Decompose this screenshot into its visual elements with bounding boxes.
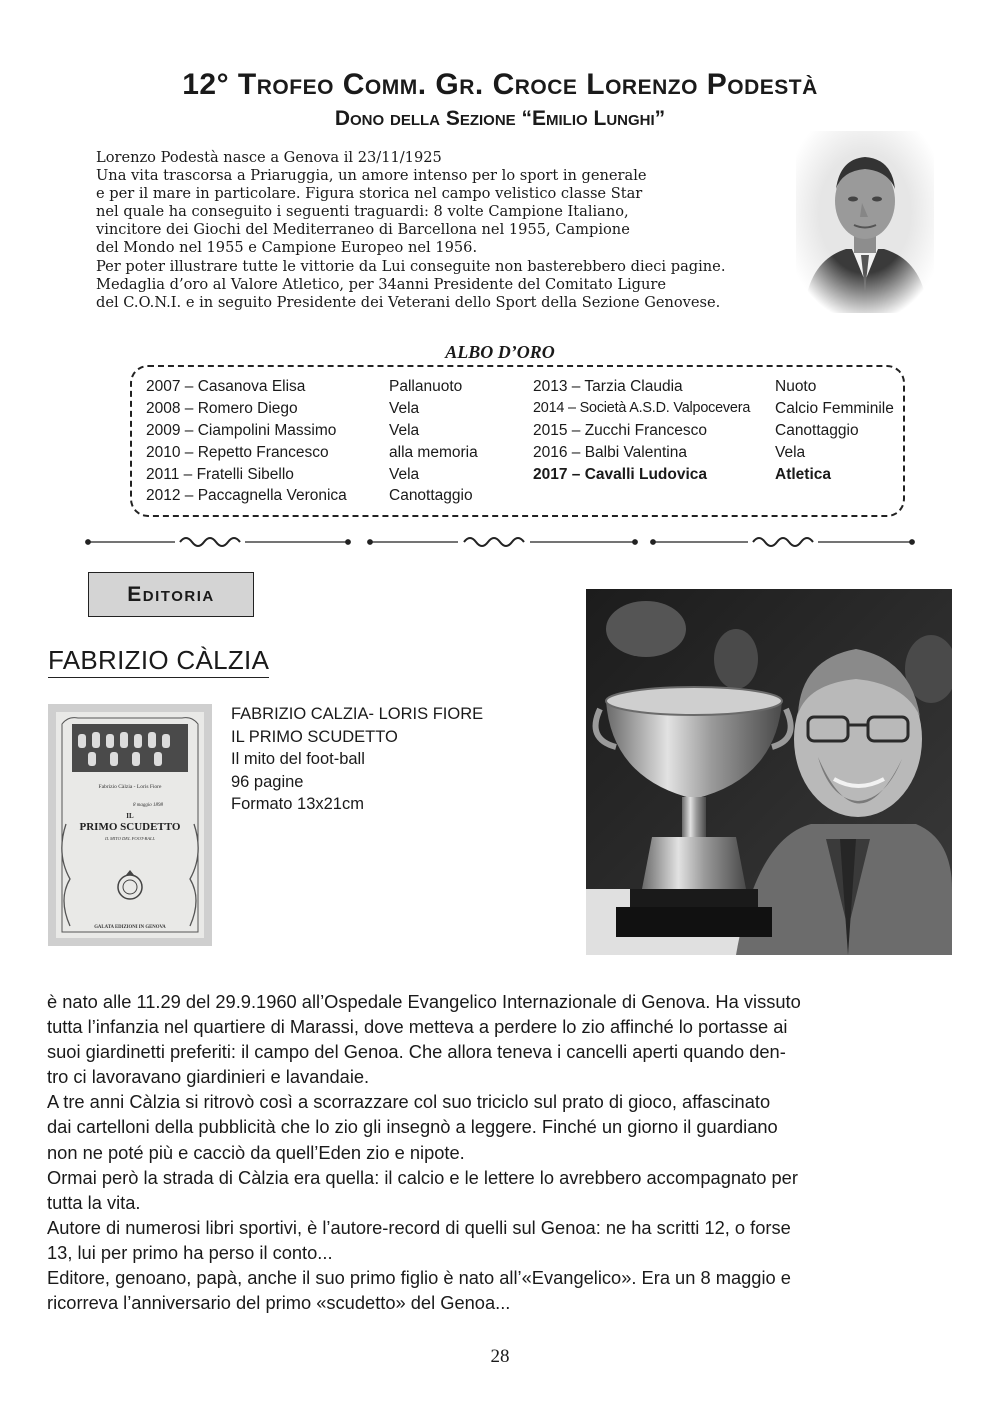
article-line: tutta l’infanzia nel quartiere di Marassi, dove metteva a perdere lo zio affinché lo portasse ai	[47, 1016, 788, 1038]
book-info-line: 96 pagine	[231, 772, 304, 791]
page-subtitle: Dono della Sezione “Emilio Lunghi”	[334, 107, 666, 130]
ornamental-divider	[80, 530, 920, 554]
book-info-line: Formato 13x21cm	[231, 795, 364, 814]
bio-paragraph	[96, 149, 776, 312]
bio-line: nel quale ha conseguito i seguenti traguardi: 8 volte Campione Italiano,	[96, 203, 629, 221]
cover-subtitle: IL MITO DEL FOOT-BALL	[104, 836, 156, 841]
book-info-line: FABRIZIO CALZIA- LORIS FIORE	[231, 705, 484, 723]
bio-line: del C.O.N.I. e in seguito Presidente dei Veterani dello Sport della Sezione Genovese.	[96, 293, 721, 311]
albo-sport: Vela	[389, 465, 420, 483]
book-info	[231, 703, 483, 816]
albo-sport: Calcio Femminile	[775, 399, 894, 417]
albo-right-sports	[775, 376, 894, 485]
albo-winner: 2007 – Casanova Elisa	[146, 378, 306, 395]
albo-winner: 2011 – Fratelli Sibello	[146, 465, 294, 483]
book-cover-image	[48, 704, 212, 946]
article-line: suoi giardinetti preferiti: il campo del Genoa. Che allora teneva i cancelli aperti quando den-	[47, 1041, 786, 1063]
author-heading: FABRIZIO CÀLZIA	[48, 645, 269, 678]
albo-sport: alla memoria	[389, 443, 478, 461]
article-line: 13, lui per primo ha perso il conto...	[47, 1241, 333, 1263]
cover-il: IL	[126, 812, 134, 820]
albo-sport: Vela	[389, 399, 420, 417]
bio-line: del Mondo nel 1955 e Campione Europeo nel 1956.	[96, 239, 478, 257]
albo-winner: 2009 – Ciampolini Massimo	[146, 421, 337, 439]
page-number: 28	[490, 1346, 510, 1367]
albo-winner: 2014 – Società A.S.D. Valpocevera	[533, 399, 751, 416]
article-line: dai cartelloni della pubblicità che lo zio gli insegnò a leggere. Finché un giorno il guardiano	[47, 1116, 778, 1138]
albo-sport-highlight: Atletica	[775, 465, 831, 483]
book-info-line: IL PRIMO SCUDETTO	[231, 727, 398, 746]
article-line: non ne poté più e cacciò da quell’Eden zio e nipote.	[47, 1141, 465, 1163]
albo-winner: 2015 – Zucchi Francesco	[533, 421, 708, 439]
article-line: tutta la vita.	[47, 1191, 141, 1213]
bio-line: Una vita trascorsa a Priaruggia, un amore intenso per lo sport in generale	[96, 167, 647, 185]
albo-sport: Vela	[389, 421, 420, 439]
article-line: Ormai però la strada di Càlzia era quella: il calcio e le lettere lo avrebbero accompagnato per	[47, 1166, 798, 1188]
albo-sport: Canottaggio	[775, 421, 859, 439]
albo-doro-title: ALBO D’ORO	[445, 342, 555, 362]
cover-publisher: GALATA EDIZIONI IN GENOVA	[94, 925, 166, 930]
article-line: A tre anni Càlzia si ritrovò così a scorrazzare col suo triciclo sul prato di gioco, affascinato	[47, 1091, 771, 1113]
section-heading-editoria	[88, 572, 254, 617]
albo-sport: Nuoto	[775, 378, 817, 395]
author-trophy-photo	[586, 589, 952, 955]
section-heading-label: Editoria	[127, 582, 215, 606]
albo-sport: Canottaggio	[389, 487, 473, 505]
albo-left-winners	[146, 376, 347, 507]
albo-winner: 2016 – Balbi Valentina	[533, 443, 687, 461]
albo-winner: 2008 – Romero Diego	[146, 399, 298, 417]
book-info-line: Il mito del foot-ball	[231, 750, 365, 769]
article-body	[47, 989, 957, 1315]
albo-sport: Vela	[775, 443, 806, 461]
bio-line: e per il mare in particolare. Figura storica nel campo velistico classe Star	[96, 185, 643, 203]
albo-right-winners	[533, 376, 750, 485]
albo-winner: 2010 – Repetto Francesco	[146, 443, 329, 461]
albo-left-sports	[389, 376, 478, 507]
cover-date: 8 maggio 1898	[133, 803, 163, 808]
cover-title: PRIMO SCUDETTO	[79, 821, 181, 833]
bio-line: Lorenzo Podestà nasce a Genova il 23/11/1925	[96, 149, 442, 166]
albo-winner-highlight: 2017 – Cavalli Ludovica	[533, 465, 708, 483]
portrait-photo	[796, 131, 934, 313]
article-line: ricorreva l’anniversario del primo «scudetto» del Genoa...	[47, 1292, 511, 1314]
albo-sport: Pallanuoto	[389, 378, 463, 395]
article-line: Autore di numerosi libri sportivi, è l’autore-record di quelli sul Genoa: ne ha scritti 12, o forse	[47, 1216, 791, 1238]
bio-line: vincitore dei Giochi del Mediterraneo di Barcellona nel 1955, Campione	[96, 221, 630, 239]
bio-line: Per poter illustrare tutte le vittorie da Lui conseguite non basterebbero dieci pagine.	[96, 257, 726, 275]
cover-authors: Fabrizio Càlzia - Loris Fiore	[98, 784, 162, 790]
article-line: Editore, genoano, papà, anche il suo primo figlio è nato all’«Evangelico». Era un 8 maggio e	[47, 1267, 791, 1289]
albo-winner: 2013 – Tarzia Claudia	[533, 378, 683, 395]
article-line: tro ci lavoravano giardinieri e lavandaie.	[47, 1066, 370, 1088]
albo-winner: 2012 – Paccagnella Veronica	[146, 487, 347, 505]
bio-line: Medaglia d’oro al Valore Atletico, per 34anni Presidente del Comitato Ligure	[96, 275, 667, 293]
article-line: è nato alle 11.29 del 29.9.1960 all’Ospedale Evangelico Internazionale di Genova. Ha vissuto	[47, 991, 801, 1012]
page-title: 12° Trofeo Comm. Gr. Croce Lorenzo Podestà	[182, 68, 818, 101]
